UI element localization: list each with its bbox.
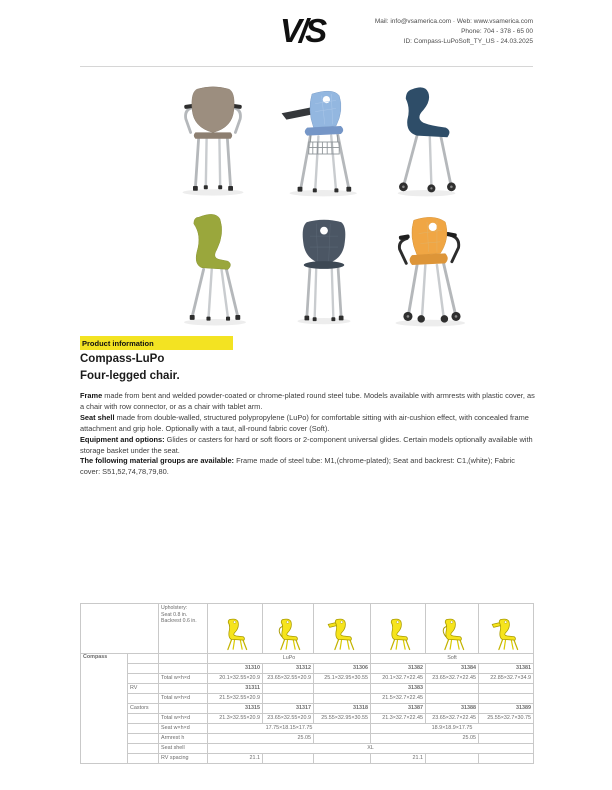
chair-armrest-icon xyxy=(273,617,303,652)
model-cell: 31383 xyxy=(371,684,426,694)
product-information-bar xyxy=(80,336,233,350)
model-cell: 31389 xyxy=(479,704,534,714)
contact-phone: Phone: 704 - 378 - 65 00 xyxy=(461,28,533,35)
specification-table xyxy=(80,603,534,764)
chair-icon-cell xyxy=(426,604,479,654)
chair-icon-cell xyxy=(371,604,426,654)
dimension-cell: 25.55×32.7×30.75 xyxy=(479,714,534,724)
seat-dimensions-row xyxy=(81,724,534,734)
armrest-height-row xyxy=(81,734,534,744)
empty-cell xyxy=(426,684,479,694)
empty-cell xyxy=(128,654,159,664)
dimension-cell: 25.55×32.95×30.55 xyxy=(314,714,371,724)
empty-cell xyxy=(128,744,159,754)
castors-model-row xyxy=(81,704,534,714)
dimension-cell: 21.1 xyxy=(371,754,426,764)
model-cell: 31384 xyxy=(426,664,479,674)
empty-cell xyxy=(81,604,159,654)
empty-cell xyxy=(426,754,479,764)
photo-taupe-armchair xyxy=(171,86,255,198)
photo-blue-tablet-chair xyxy=(271,86,369,198)
empty-cell xyxy=(159,664,208,674)
dimension-cell: 25.05 xyxy=(371,734,479,744)
contact-info xyxy=(375,17,533,47)
empty-cell xyxy=(426,694,479,704)
rv-model-row xyxy=(81,684,534,694)
dimension-cell: 23.65×32.55×20.9 xyxy=(263,714,314,724)
empty-cell xyxy=(479,694,534,704)
chair-icon-cell xyxy=(479,604,534,654)
model-cell: 31387 xyxy=(371,704,426,714)
document-id: ID: Compass-LuPoSoft_TY_US - 24.03.2025 xyxy=(403,38,533,45)
empty-cell xyxy=(314,754,371,764)
table-header-row xyxy=(81,604,534,654)
dimension-cell: 22.85×32.7×34.9 xyxy=(479,674,534,684)
product-information-label: Product information xyxy=(82,338,154,348)
model-cell: 31388 xyxy=(426,704,479,714)
empty-cell xyxy=(159,684,208,694)
chair-icon-cell xyxy=(208,604,263,654)
property-label-cell: Armrest h xyxy=(159,734,208,744)
empty-cell xyxy=(263,694,314,704)
chair-tablet-icon xyxy=(491,617,521,652)
rv-spacing-row xyxy=(81,754,534,764)
photo-amber-armchair-casters xyxy=(377,212,477,328)
empty-cell xyxy=(128,754,159,764)
description-equipment: Equipment and options: Glides or casters for hard or soft floors or 2-component universal glides. Certain models optionally available with storage basket under the seat. xyxy=(80,434,533,455)
empty-cell xyxy=(263,684,314,694)
dimension-cell: 21.3×32.7×22.45 xyxy=(371,714,426,724)
dimension-cell: 23.65×32.7×22.45 xyxy=(426,674,479,684)
castors-total-row xyxy=(81,714,534,724)
empty-cell xyxy=(314,694,371,704)
dimension-cell: 25.05 xyxy=(208,734,314,744)
chair-icon-cell xyxy=(263,604,314,654)
model-cell: 31312 xyxy=(263,664,314,674)
empty-cell xyxy=(263,754,314,764)
dimension-cell: 18.9×18.9×17.75 xyxy=(371,724,534,734)
dimension-cell: 25.1×32.95×30.55 xyxy=(314,674,371,684)
dimension-cell: 23.65×32.55×20.9 xyxy=(263,674,314,684)
dimension-cell: 21.5×32.55×20.9 xyxy=(208,694,263,704)
property-label-cell: Total w×h×d xyxy=(159,674,208,684)
chair-tablet-icon xyxy=(327,617,357,652)
variant-lupo-cell: LuPo xyxy=(208,654,371,664)
model-cell: 31381 xyxy=(479,664,534,674)
seat-shell-value-cell: XL xyxy=(208,744,534,754)
description-frame: Frame made from bent and welded powder-coated or chrome-plated round steel tube. Models available with armrests with plastic cover, as a chair with row connector, or as a chair with tablet arm. xyxy=(80,391,535,411)
dimension-cell: 21.3×32.55×20.9 xyxy=(208,714,263,724)
variant-group-row xyxy=(81,654,534,664)
description-material-groups: The following material groups are available: Frame made of steel tube: M1,(chrome-plated); Seat and backrest: C1,(white); Fabric cover: S51,52,74,78,79,80. xyxy=(80,456,515,477)
photo-olive-side-chair xyxy=(171,214,259,328)
dimension-cell: 17.75×18.15×17.75 xyxy=(208,724,371,734)
product-title: Compass-LuPo xyxy=(80,353,165,365)
chair-icon-cell xyxy=(314,604,371,654)
product-description xyxy=(80,391,536,478)
dimension-cell: 23.65×32.7×22.45 xyxy=(426,714,479,724)
property-label-cell: Seat shell xyxy=(159,744,208,754)
empty-cell xyxy=(479,734,534,744)
rv-total-row xyxy=(81,694,534,704)
model-cell: 31317 xyxy=(263,704,314,714)
property-label-cell: Total w×h×d xyxy=(159,694,208,704)
vs-logo: V/S xyxy=(280,12,325,49)
empty-cell xyxy=(128,734,159,744)
dimension-cell: 20.1×32.55×20.9 xyxy=(208,674,263,684)
empty-cell xyxy=(128,714,159,724)
dimension-cell: 21.1 xyxy=(208,754,263,764)
castors-label-cell: Castors xyxy=(128,704,159,714)
variant-soft-cell: Soft xyxy=(371,654,534,664)
dimension-cell: 21.5×32.7×22.45 xyxy=(371,694,426,704)
total-dimensions-row xyxy=(81,674,534,684)
empty-cell xyxy=(159,704,208,714)
empty-cell xyxy=(314,734,371,744)
chair-basic-icon xyxy=(383,617,413,652)
model-cell: 31311 xyxy=(208,684,263,694)
photo-darkblue-side-chair xyxy=(379,86,471,198)
model-cell: 31306 xyxy=(314,664,371,674)
empty-cell xyxy=(159,654,208,664)
header-divider xyxy=(80,66,533,67)
property-label-cell: Total w×h×d xyxy=(159,714,208,724)
property-label-cell: RV spacing xyxy=(159,754,208,764)
upholstery-note: Upholstery: Seat 0.8 in. Backrest 0.6 in. xyxy=(159,604,208,654)
model-cell: 31382 xyxy=(371,664,426,674)
product-subtitle: Four-legged chair. xyxy=(80,370,180,382)
seat-shell-row xyxy=(81,744,534,754)
description-seat-shell: Seat shell made from double-walled, structured polypropylene (LuPo) for comfortable sitting with air-cushion effect, with concealed frame attachment and grip hole. Optionally with a taut, all-round fabric cover (Soft). xyxy=(80,412,529,433)
property-label-cell: Seat w×h×d xyxy=(159,724,208,734)
chair-armrest-icon xyxy=(437,617,467,652)
model-row xyxy=(81,664,534,674)
empty-cell xyxy=(128,674,159,684)
rv-label-cell: RV xyxy=(128,684,159,694)
empty-cell xyxy=(479,684,534,694)
model-cell: 31318 xyxy=(314,704,371,714)
empty-cell xyxy=(314,684,371,694)
model-cell: 31310 xyxy=(208,664,263,674)
model-cell: 31315 xyxy=(208,704,263,714)
empty-cell xyxy=(128,694,159,704)
empty-cell xyxy=(128,664,159,674)
group-label-cell: Compass xyxy=(81,654,128,764)
dimension-cell: 20.1×32.7×22.45 xyxy=(371,674,426,684)
photo-slate-front-chair xyxy=(285,216,363,328)
contact-mail-web: Mail: info@vsamerica.com · Web: www.vsamerica.com xyxy=(374,18,533,25)
empty-cell xyxy=(479,754,534,764)
empty-cell xyxy=(128,724,159,734)
chair-basic-icon xyxy=(220,617,250,652)
